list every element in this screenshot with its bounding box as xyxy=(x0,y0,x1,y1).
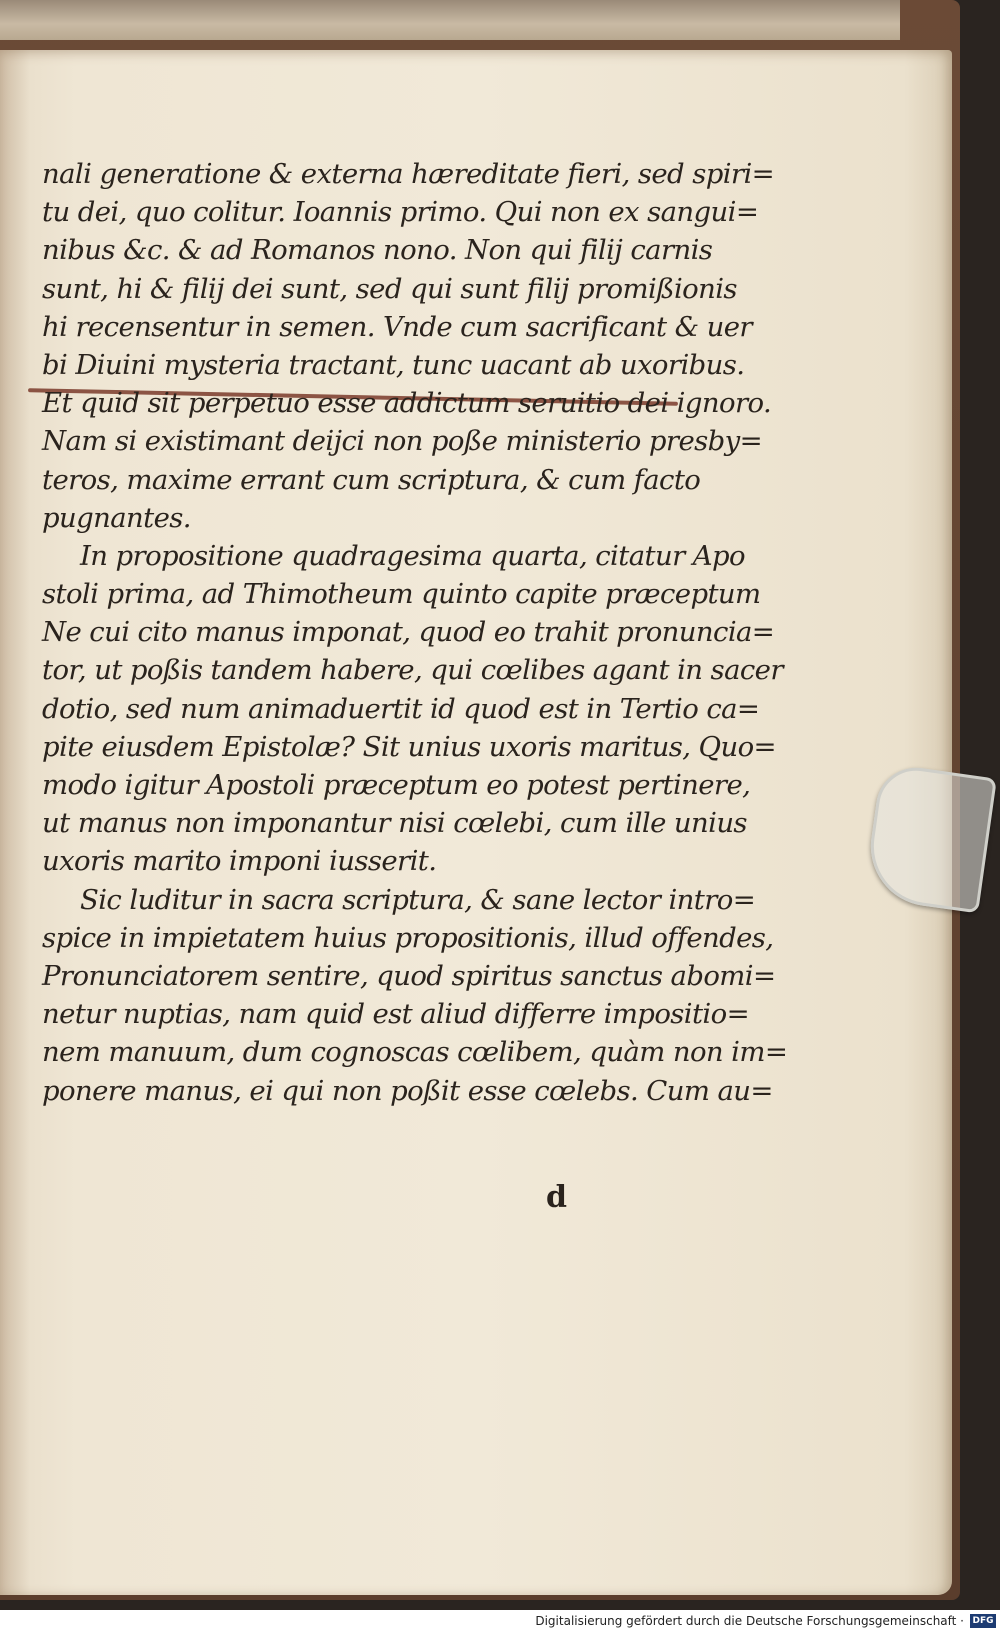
page-gutter-shadow xyxy=(0,50,30,1595)
text-line: pugnantes. xyxy=(42,501,191,534)
dfg-logo: DFG xyxy=(970,1614,996,1628)
text-line: Et quid sit perpetuo esse addictum seruitio dei ignoro. xyxy=(42,387,772,420)
previous-page-edge xyxy=(0,0,900,40)
text-line: nali generatione & externa hæreditate fieri, sed spiri= xyxy=(42,158,775,190)
text-line: teros, maxime errant cum scriptura, & cum facto xyxy=(42,463,701,496)
text-line: spice in impietatem huius propositionis, illud offendes, xyxy=(42,921,774,954)
text-line: modo igitur Apostoli præceptum eo potest pertinere, xyxy=(42,769,751,801)
signature-mark: d xyxy=(546,1180,567,1215)
text-line: dotio, sed num animaduertit id quod est in Tertio ca= xyxy=(42,692,760,725)
text-line: Nam si existimant deijci non poße ministerio presby= xyxy=(42,425,763,458)
text-line: tu dei, quo colitur. Ioannis primo. Qui non ex sangui= xyxy=(42,196,759,229)
digitization-credit: Digitalisierung gefördert durch die Deutsche Forschungsgemeinschaft · xyxy=(535,1614,964,1628)
text-line: Ne cui cito manus imponat, quod eo trahit pronuncia= xyxy=(42,616,775,649)
text-line: tor, ut poßis tandem habere, qui cœlibes agant in sacer xyxy=(42,654,783,687)
text-line: stoli prima, ad Thimotheum quinto capite præceptum xyxy=(42,578,761,611)
text-line: bi Diuini mysteria tractant, tunc uacant ab uxoribus. xyxy=(42,348,745,381)
text-line: netur nuptias, nam quid est aliud differre impositio= xyxy=(42,998,750,1031)
text-line: hi recensentur in semen. Vnde cum sacrificant & uer xyxy=(42,310,752,343)
text-line: Pronunciatorem sentire, quod spiritus sanctus abomi= xyxy=(42,959,776,992)
text-line: ponere manus, ei qui non poßit esse cœlebs. Cum au= xyxy=(42,1074,773,1107)
text-line: pite eiusdem Epistolæ? Sit unius uxoris maritus, Quo= xyxy=(42,730,776,763)
text-line: nibus &c. & ad Romanos nono. Non qui filij carnis xyxy=(42,234,713,267)
paragraph-start: Sic luditur in sacra scriptura, & sane lector intro= xyxy=(80,883,756,916)
paragraph-start: In propositione quadragesima quarta, citatur Apo xyxy=(80,539,745,572)
text-line: nem manuum, dum cognoscas cœlibem, quàm non im= xyxy=(42,1036,788,1069)
text-line: uxoris marito imponi iusserit. xyxy=(42,845,437,878)
text-line: sunt, hi & filij dei sunt, sed qui sunt filij promißionis xyxy=(42,272,737,305)
page-text xyxy=(42,155,788,1110)
text-line: ut manus non imponantur nisi cœlebi, cum ille unius xyxy=(42,807,747,840)
